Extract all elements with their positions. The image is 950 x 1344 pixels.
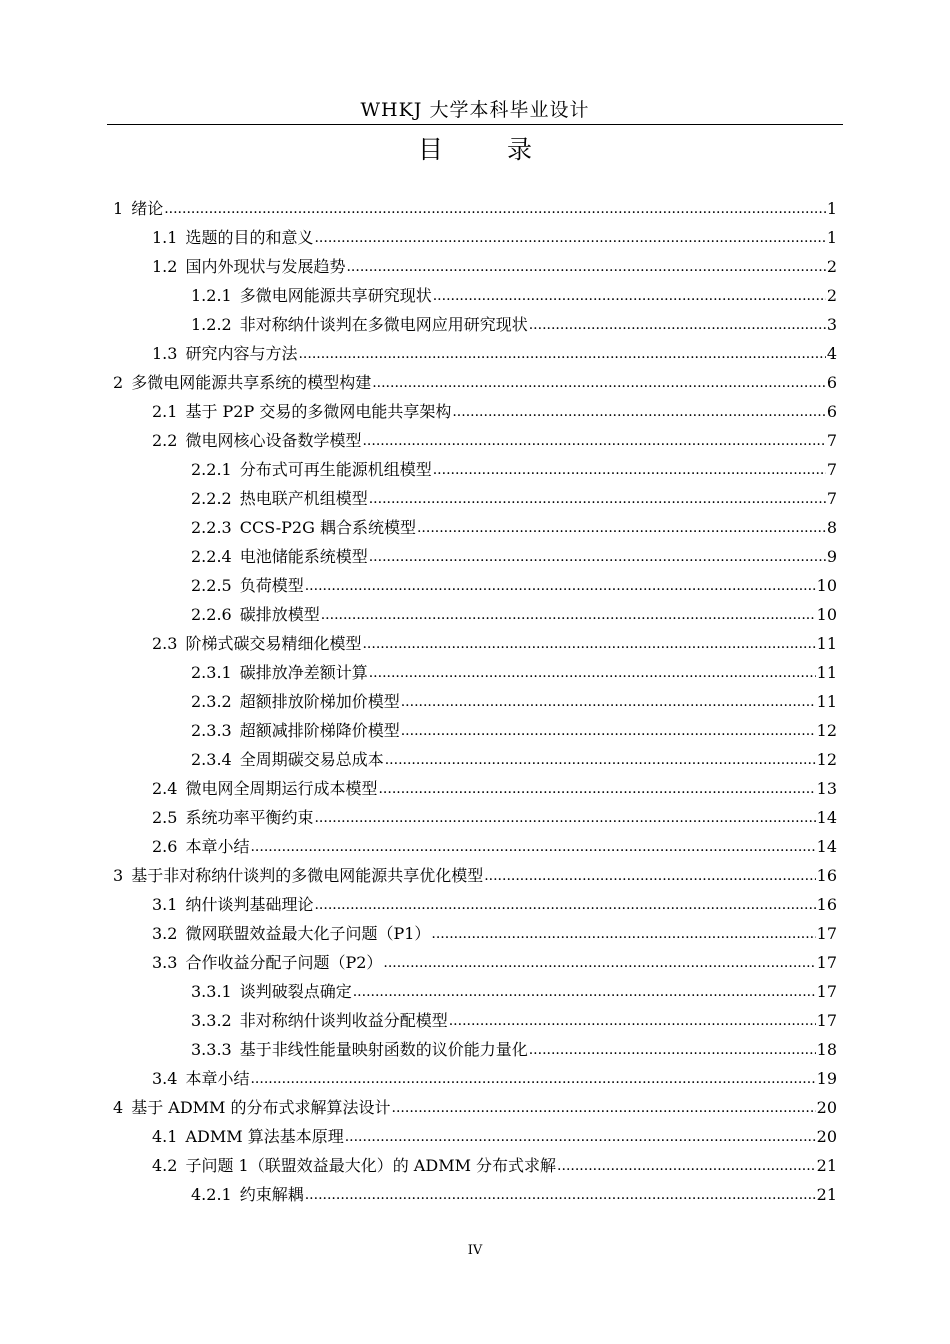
toc-entry-number: 2.2.4	[191, 547, 232, 566]
toc-leader-dots	[362, 431, 825, 451]
toc-entry-page: 8	[826, 518, 837, 537]
toc-entry-number: 3.3	[152, 953, 178, 972]
toc-entry-page: 7	[826, 460, 837, 479]
toc-leader-dots	[383, 953, 815, 973]
toc-entry-title	[191, 750, 384, 770]
toc-entry-number: 3.1	[152, 895, 178, 914]
toc-entry-number: 2.3.4	[191, 750, 232, 769]
toc-entry[interactable]	[191, 451, 837, 480]
toc-entry[interactable]	[152, 915, 837, 944]
toc-entry[interactable]	[152, 1147, 837, 1176]
toc-entry-page: 11	[816, 634, 837, 653]
toc-leader-dots	[431, 924, 815, 944]
toc-entry-number: 1.2	[152, 257, 178, 276]
toc-entry-label: 超额排放阶梯加价模型	[239, 692, 400, 711]
toc-leader-dots	[298, 344, 825, 364]
toc-entry-page: 13	[816, 779, 837, 798]
toc-entry-title	[152, 1069, 249, 1089]
toc-leader-dots	[321, 605, 816, 625]
toc-entry-page: 7	[826, 431, 837, 450]
toc-entry-title	[191, 1185, 304, 1205]
toc-entry-title	[152, 808, 313, 828]
toc-leader-dots	[250, 837, 815, 857]
toc-entry[interactable]	[113, 364, 837, 393]
toc-entry-title	[152, 257, 345, 277]
toc-entry[interactable]	[113, 190, 837, 219]
toc-entry-title	[191, 1040, 528, 1060]
toc-entry-label: 微电网全周期运行成本模型	[185, 779, 378, 798]
toc-entry[interactable]	[152, 1118, 837, 1147]
toc-entry-label: 绪论	[131, 199, 164, 218]
toc-leader-dots	[449, 1011, 816, 1031]
toc-entry-title	[191, 315, 528, 335]
toc-entry[interactable]	[191, 973, 837, 1002]
toc-entry-number: 2.6	[152, 837, 178, 856]
toc-entry-label: 非对称纳什谈判在多微电网应用研究现状	[239, 315, 528, 334]
toc-entry-page: 20	[816, 1127, 837, 1146]
toc-entry-page: 2	[826, 286, 837, 305]
toc-entry-page: 10	[816, 576, 837, 595]
toc-entry[interactable]	[191, 306, 837, 335]
toc-entry-number: 2.2.1	[191, 460, 232, 479]
toc-entry-title	[152, 228, 313, 248]
toc-entry[interactable]	[191, 596, 837, 625]
toc-leader-dots	[250, 1069, 815, 1089]
toc-entry-number: 4	[113, 1098, 124, 1117]
toc-entry-title	[152, 779, 377, 799]
toc-entry-page: 11	[816, 692, 837, 711]
toc-entry[interactable]	[191, 712, 837, 741]
toc-entry-title	[191, 982, 352, 1002]
toc-entry-number: 2.1	[152, 402, 178, 421]
toc-entry-number: 4.2	[152, 1156, 178, 1175]
toc-leader-dots	[433, 286, 826, 306]
toc-entry-label: 基于非线性能量映射函数的议价能力量化	[239, 1040, 528, 1059]
toc-leader-dots	[369, 663, 816, 683]
toc-leader-dots	[305, 576, 816, 596]
toc-entry[interactable]	[152, 1060, 837, 1089]
toc-entry-number: 2.2	[152, 431, 178, 450]
toc-entry-label: 约束解耦	[239, 1185, 304, 1204]
toc-entry-label: 基于 ADMM 的分布式求解算法设计	[131, 1098, 391, 1117]
toc-entry-label: 微电网核心设备数学模型	[185, 431, 362, 450]
toc-leader-dots	[372, 373, 826, 393]
toc-entry[interactable]	[191, 538, 837, 567]
toc-entry-title	[113, 373, 371, 393]
toc-entry-number: 2.4	[152, 779, 178, 798]
toc-leader-dots	[392, 1098, 816, 1118]
toc-entry-page: 6	[826, 402, 837, 421]
toc-entry-number: 1.1	[152, 228, 178, 247]
toc-entry-number: 2.2.2	[191, 489, 232, 508]
toc-entry-title	[152, 344, 297, 364]
toc-entry-title	[191, 605, 320, 625]
toc-entry-page: 6	[826, 373, 837, 392]
toc-entry-label: 分布式可再生能源机组模型	[239, 460, 432, 479]
toc-leader-dots	[401, 692, 816, 712]
toc-entry[interactable]	[152, 335, 837, 364]
toc-entry-title	[191, 721, 400, 741]
toc-title: 目 录	[418, 135, 560, 164]
toc-entry[interactable]	[152, 422, 837, 451]
toc-entry-page: 3	[826, 315, 837, 334]
toc-entry-title	[191, 692, 400, 712]
toc-entry-number: 2.5	[152, 808, 178, 827]
toc-leader-dots	[452, 402, 825, 422]
toc-entry-label: 负荷模型	[239, 576, 304, 595]
toc-entry-label: 基于 P2P 交易的多微网电能共享架构	[185, 402, 452, 421]
toc-entry-number: 2.3.2	[191, 692, 232, 711]
toc-entry-page: 1	[826, 199, 837, 218]
toc-entry-label: 本章小结	[185, 1069, 250, 1088]
toc-entry-title	[191, 460, 432, 480]
toc-entry-title	[191, 518, 416, 538]
toc-entry[interactable]	[152, 393, 837, 422]
toc-entry-title	[191, 576, 304, 596]
toc-entry-label: 纳什谈判基础理论	[185, 895, 314, 914]
toc-entry-label: 多微电网能源共享系统的模型构建	[131, 373, 372, 392]
toc-entry-page: 21	[816, 1156, 837, 1175]
toc-entry-number: 1.2.2	[191, 315, 232, 334]
header-title: WHKJ 大学本科毕业设计	[360, 99, 590, 121]
toc-leader-dots	[401, 721, 816, 741]
toc-leader-dots	[433, 460, 826, 480]
toc-leader-dots	[484, 866, 815, 886]
toc-entry-page: 12	[816, 750, 837, 769]
toc-entry[interactable]	[191, 567, 837, 596]
toc-entry-number: 1	[113, 199, 124, 218]
toc-entry-label: 基于非对称纳什谈判的多微电网能源共享优化模型	[131, 866, 484, 885]
toc-leader-dots	[314, 895, 815, 915]
toc-entry-page: 21	[816, 1185, 837, 1204]
toc-leader-dots	[314, 228, 825, 248]
toc-entry-page: 4	[826, 344, 837, 363]
toc-entry-number: 2.2.5	[191, 576, 232, 595]
toc-entry-page: 11	[816, 663, 837, 682]
toc-entry-label: 系统功率平衡约束	[185, 808, 314, 827]
toc-entry-title	[113, 199, 163, 219]
toc-entry[interactable]	[152, 219, 837, 248]
toc-entry-title	[152, 837, 249, 857]
toc-entry[interactable]	[152, 944, 837, 973]
toc-entry-title	[152, 431, 361, 451]
toc-leader-dots	[353, 982, 816, 1002]
toc-entry-page: 12	[816, 721, 837, 740]
toc-entry-page: 10	[816, 605, 837, 624]
toc-entry-page: 14	[816, 837, 837, 856]
toc-entry-title	[152, 895, 313, 915]
toc-leader-dots	[305, 1185, 816, 1205]
toc-entry-number: 2.3.1	[191, 663, 232, 682]
toc-entry-page: 20	[816, 1098, 837, 1117]
toc-entry-label: 合作收益分配子问题（P2）	[185, 953, 383, 972]
toc-entry-page: 7	[826, 489, 837, 508]
toc-entry-number: 3.2	[152, 924, 178, 943]
toc-entry-label: 阶梯式碳交易精细化模型	[185, 634, 362, 653]
toc-entry-page: 9	[826, 547, 837, 566]
toc-entry-label: 子问题 1（联盟效益最大化）的 ADMM 分布式求解	[185, 1156, 557, 1175]
toc-entry-number: 1.3	[152, 344, 178, 363]
toc-entry-label: 多微电网能源共享研究现状	[239, 286, 432, 305]
toc-leader-dots	[378, 779, 815, 799]
toc-entry[interactable]	[191, 277, 837, 306]
page-number: IV	[467, 1243, 483, 1258]
toc-entry-title	[113, 866, 483, 886]
toc-entry-number: 2.3	[152, 634, 178, 653]
toc-entry-title	[152, 1127, 344, 1147]
toc-entry-label: 全周期碳交易总成本	[239, 750, 384, 769]
toc-leader-dots	[362, 634, 815, 654]
toc-entry-number: 2	[113, 373, 124, 392]
toc-entry-page: 1	[826, 228, 837, 247]
toc-entry-title	[113, 1098, 391, 1118]
toc-entry-number: 4.2.1	[191, 1185, 232, 1204]
toc-entry-label: CCS-P2G 耦合系统模型	[239, 518, 416, 537]
toc-entry-page: 17	[816, 1011, 837, 1030]
toc-entry-number: 3.3.3	[191, 1040, 232, 1059]
toc-leader-dots	[314, 808, 815, 828]
toc-leader-dots	[369, 489, 826, 509]
toc-entry-page: 17	[816, 982, 837, 1001]
toc-entry-page: 16	[816, 866, 837, 885]
toc-entry-number: 1.2.1	[191, 286, 232, 305]
toc-entry-page: 19	[816, 1069, 837, 1088]
toc-entry-title	[152, 953, 382, 973]
toc-entry-label: 热电联产机组模型	[239, 489, 368, 508]
toc-leader-dots	[346, 257, 825, 277]
toc-leader-dots	[529, 315, 826, 335]
toc-entry[interactable]	[152, 625, 837, 654]
toc-entry[interactable]	[191, 509, 837, 538]
toc-leader-dots	[529, 1040, 816, 1060]
toc-entry-label: 非对称纳什谈判收益分配模型	[239, 1011, 448, 1030]
toc-entry[interactable]	[191, 1002, 837, 1031]
toc-entry-label: 碳排放净差额计算	[239, 663, 368, 682]
toc-entry-title	[152, 634, 361, 654]
toc-entry-title	[191, 547, 368, 567]
toc-entry-title	[191, 489, 368, 509]
toc-leader-dots	[557, 1156, 816, 1176]
toc-leader-dots	[345, 1127, 816, 1147]
toc-entry-page: 17	[816, 924, 837, 943]
toc-entry-label: 选题的目的和意义	[185, 228, 314, 247]
toc-leader-dots	[385, 750, 816, 770]
toc-entry-label: 超额减排阶梯降价模型	[239, 721, 400, 740]
toc-entry-number: 3	[113, 866, 124, 885]
toc-entry-page: 16	[816, 895, 837, 914]
toc-entry-number: 4.1	[152, 1127, 178, 1146]
toc-entry-page: 18	[816, 1040, 837, 1059]
toc-leader-dots	[369, 547, 826, 567]
toc-leader-dots	[417, 518, 826, 538]
toc-entry-number: 3.3.2	[191, 1011, 232, 1030]
toc-entry-label: 研究内容与方法	[185, 344, 298, 363]
toc-entry[interactable]	[152, 770, 837, 799]
toc-entry-number: 2.3.3	[191, 721, 232, 740]
toc-entry-label: 微网联盟效益最大化子问题（P1）	[185, 924, 431, 943]
toc-entry-page: 17	[816, 953, 837, 972]
toc-entry-title	[191, 663, 368, 683]
toc-entry-title	[191, 286, 432, 306]
toc-entry-title	[191, 1011, 448, 1031]
toc-entry-page: 2	[826, 257, 837, 276]
toc-entry-label: 本章小结	[185, 837, 250, 856]
toc-entry-number: 3.3.1	[191, 982, 232, 1001]
toc-entry[interactable]	[152, 886, 837, 915]
toc-entry-title	[152, 402, 451, 422]
toc-entry[interactable]	[191, 683, 837, 712]
toc-entry[interactable]	[113, 857, 837, 886]
toc-entry[interactable]	[113, 1089, 837, 1118]
toc-entry[interactable]	[191, 1176, 837, 1205]
toc-entry-label: 谈判破裂点确定	[239, 982, 352, 1001]
toc-entry-label: ADMM 算法基本原理	[185, 1127, 344, 1146]
toc-entry-title	[152, 924, 430, 944]
toc-entry-page: 14	[816, 808, 837, 827]
toc-entry-label: 电池储能系统模型	[239, 547, 368, 566]
toc-entry-title	[152, 1156, 556, 1176]
toc-entry[interactable]	[191, 1031, 837, 1060]
page-header	[107, 96, 843, 125]
toc-entry-number: 2.2.3	[191, 518, 232, 537]
toc-entry[interactable]	[152, 248, 837, 277]
toc-entry[interactable]	[191, 741, 837, 770]
toc-entry-label: 碳排放模型	[239, 605, 320, 624]
toc-entry[interactable]	[191, 654, 837, 683]
toc-entry-number: 3.4	[152, 1069, 178, 1088]
toc-entry[interactable]	[152, 799, 837, 828]
toc-entry-number: 2.2.6	[191, 605, 232, 624]
toc-entry[interactable]	[191, 480, 837, 509]
toc-entry-label: 国内外现状与发展趋势	[185, 257, 346, 276]
toc-leader-dots	[164, 199, 826, 219]
toc-entry[interactable]	[152, 828, 837, 857]
